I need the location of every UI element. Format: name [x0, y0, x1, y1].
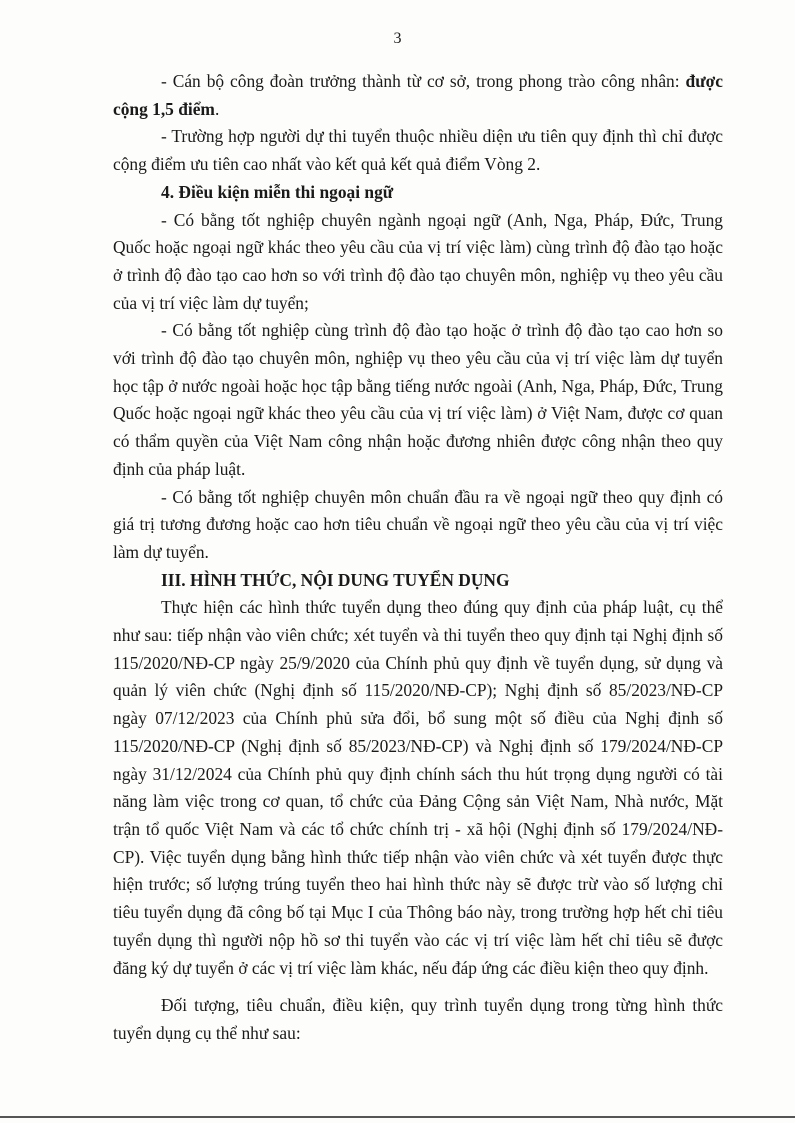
- paragraph-text: - Cán bộ công đoàn trưởng thành từ cơ sở, trong phong trào công nhân:: [161, 71, 686, 91]
- paragraph-multiple-priority: - Trường hợp người dự thi tuyển thuộc nhiều diện ưu tiên quy định thì chỉ được cộng điểm ưu tiên cao nhất vào kết quả kết quả điểm Vòng 2.: [113, 126, 723, 175]
- page-number: 3: [393, 30, 402, 47]
- paragraph-recruitment-forms: Thực hiện các hình thức tuyển dụng theo đúng quy định của pháp luật, cụ thể như sau: tiếp nhận vào viên chức; xét tuyển và thi tuyển theo quy định tại Nghị định số 115/2020/NĐ-CP ngày 25/9/2020 của Chính phủ quy định về tuyển dụng, sử dụng và quản lý viên chức (Nghị định số 115/2020/NĐ-CP); Nghị định số 85/2023/NĐ-CP ngày 07/12/2023 của Chính phủ sửa đổi, bổ sung một số điều của Nghị định số 115/2020/NĐ-CP (Nghị định số 85/2023/NĐ-CP) và Nghị định số 179/2024/NĐ-CP ngày 31/12/2024 của Chính phủ quy định chính sách thu hút trọng dụng người có tài năng làm việc trong cơ quan, tổ chức của Đảng Cộng sản Việt Nam, Nhà nước, Mặt trận tổ quốc Việt Nam và các tổ chức chính trị - xã hội (Nghị định số 179/2024/NĐ-CP). Việc tuyển dụng bằng hình thức tiếp nhận vào viên chức và xét tuyển được thực hiện trước; số lượng trúng tuyển theo hai hình thức này sẽ được trừ vào số lượng chỉ tiêu tuyển dụng đã công bố tại Mục I của Thông báo này, trong trường hợp hết chỉ tiêu tuyển dụng thì người nộp hồ sơ thi tuyển vào các vị trí việc làm hết chỉ tiêu sẽ được đăng ký dự tuyển ở các vị trí việc làm khác, nếu đáp ứng các điều kiện theo quy định.: [113, 597, 723, 978]
- paragraph-study-abroad: - Có bằng tốt nghiệp cùng trình độ đào tạo hoặc ở trình độ đào tạo cao hơn so với trình độ đào tạo chuyên môn, nghiệp vụ theo yêu cầu của vị trí việc làm dự tuyển học tập ở nước ngoài hoặc học tập bằng tiếng nước ngoài (Anh, Nga, Pháp, Đức, Trung Quốc hoặc ngoại ngữ khác theo yêu cầu của vị trí việc làm) ở Việt Nam, được cơ quan có thẩm quyền của Việt Nam công nhận hoặc đương nhiên được công nhận theo quy định của pháp luật.: [113, 320, 723, 479]
- paragraph-recruitment-details: Đối tượng, tiêu chuẩn, điều kiện, quy trình tuyển dụng trong từng hình thức tuyển dụng cụ thể như sau:: [113, 995, 723, 1043]
- section-heading-iii: III. HÌNH THỨC, NỘI DUNG TUYỂN DỤNG: [161, 569, 510, 590]
- paragraph-end: .: [214, 98, 220, 119]
- paragraph-language-degree: - Có bằng tốt nghiệp chuyên ngành ngoại ngữ (Anh, Nga, Pháp, Đức, Trung Quốc hoặc ngoại ngữ khác theo yêu cầu của vị trí việc làm) cùng trình độ đào tạo hoặc ở trình độ đào tạo cao hơn so với trình độ đào tạo chuyên môn, nghiệp vụ theo yêu cầu của vị trí việc làm dự tuyển;: [113, 209, 723, 313]
- paragraph-output-standard: - Có bằng tốt nghiệp chuyên môn chuẩn đầu ra về ngoại ngữ theo quy định có giá trị tương đương hoặc cao hơn tiêu chuẩn về ngoại ngữ theo yêu cầu của vị trí việc làm dự tuyển.: [113, 486, 723, 562]
- document-body: [113, 68, 723, 1048]
- bottom-edge-line: [0, 1116, 795, 1118]
- paragraph-union-cadre: [113, 68, 723, 123]
- bonus-points: được cộng 1,5 điểm: [113, 71, 723, 119]
- section-heading-4: 4. Điều kiện miễn thi ngoại ngữ: [161, 181, 394, 202]
